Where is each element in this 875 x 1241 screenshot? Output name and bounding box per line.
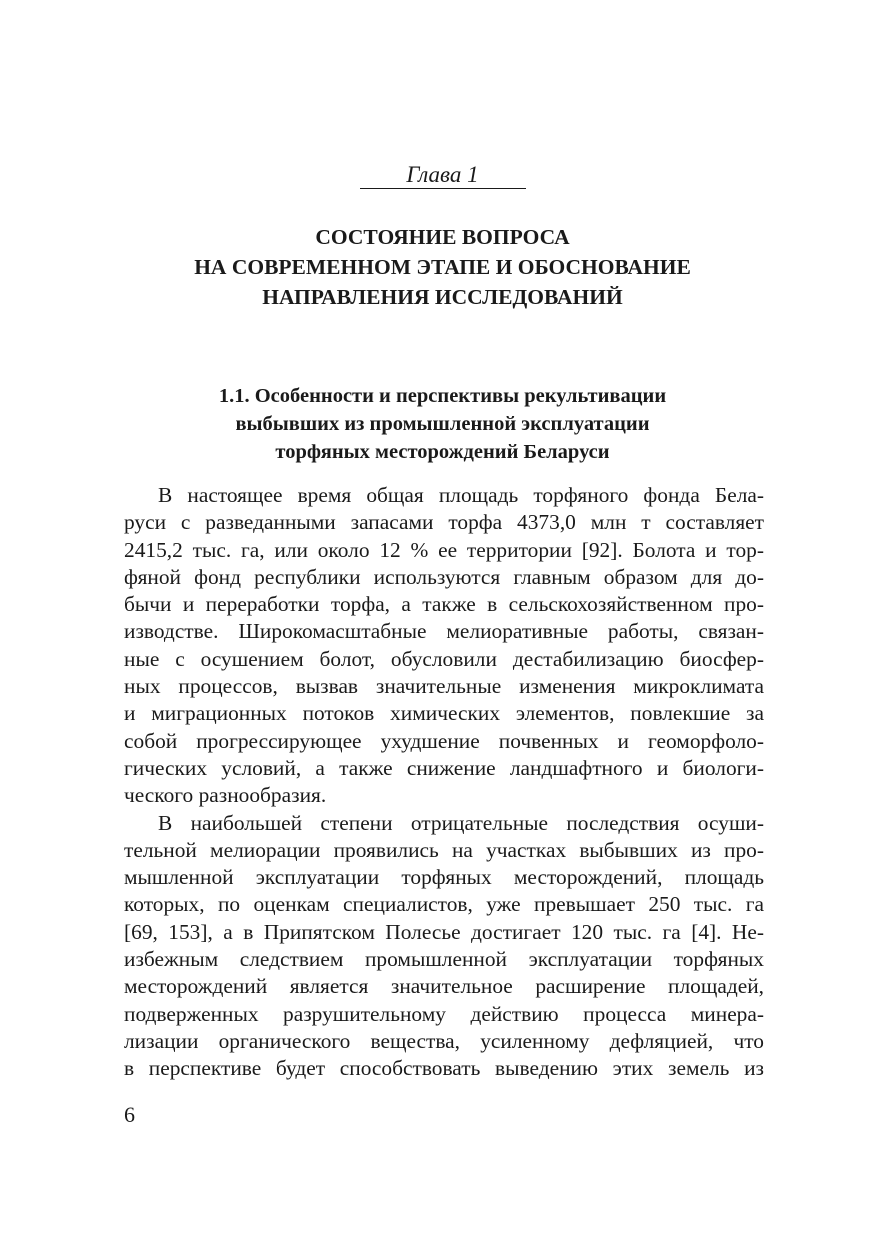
page-number: 6	[124, 1102, 135, 1127]
chapter-label: Глава 1	[406, 162, 479, 187]
text-line: ные с осушением болот, обусловили дестабилизацию биосфер-	[124, 646, 764, 671]
section-title-line: выбывших из промышленной эксплуатации	[235, 413, 650, 435]
chapter-title-line: НА СОВРЕМЕННОМ ЭТАПЕ И ОБОСНОВАНИЕ	[194, 255, 691, 279]
text-line: и миграционных потоков химических элементов, повлекшие за	[124, 701, 764, 726]
text-line: фяной фонд республики используются главным образом для до-	[124, 564, 764, 589]
text-line: ных процессов, вызвав значительные изменения микроклимата	[124, 674, 764, 699]
paragraph	[124, 482, 764, 810]
text-line: В настоящее время общая площадь торфяного фонда Бела-	[158, 483, 764, 507]
section-title-line: 1.1. Особенности и перспективы рекультивации	[218, 385, 667, 407]
text-line: собой прогрессирующее ухудшение почвенных и геоморфоло-	[124, 728, 764, 753]
text-line: изводстве. Широкомасштабные мелиоративные работы, связан-	[124, 619, 764, 644]
text-line: гических условий, а также снижение ландшафтного и биологи-	[124, 755, 764, 780]
text-line: тельной мелиорации проявились на участках выбывших из про-	[124, 837, 764, 862]
text-line: избежным следствием промышленной эксплуатации торфяных	[124, 947, 764, 972]
chapter-title	[0, 222, 875, 312]
chapter-title-line: НАПРАВЛЕНИЯ ИССЛЕДОВАНИЙ	[262, 285, 623, 309]
text-line: в перспективе будет способствовать выведению этих земель из	[124, 1056, 764, 1081]
text-line: бычи и переработки торфа, а также в сельскохозяйственном про-	[124, 592, 764, 617]
chapter-label-underline	[360, 188, 526, 189]
text-line: 2415,2 тыс. га, или около 12 % ее территории [92]. Болота и тор-	[124, 537, 764, 562]
chapter-title-line: СОСТОЯНИЕ ВОПРОСА	[315, 225, 570, 249]
text-line: месторождений является значительное расширение площадей,	[124, 974, 764, 999]
text-line: руси с разведанными запасами торфа 4373,0 млн т составляет	[124, 510, 764, 535]
section-title	[0, 382, 875, 466]
paragraph	[124, 810, 764, 1083]
section-title-line: торфяных месторождений Беларуси	[275, 441, 610, 463]
text-line: мышленной эксплуатации торфяных месторождений, площадь	[124, 865, 764, 890]
body-text	[124, 482, 764, 1083]
text-line: В наибольшей степени отрицательные последствия осуши-	[158, 810, 764, 835]
text-line: которых, по оценкам специалистов, уже превышает 250 тыс. га	[124, 892, 764, 917]
text-line: [69, 153], а в Припятском Полесье достигает 120 тыс. га [4]. Не-	[124, 919, 764, 944]
text-line: подверженных разрушительному действию процесса минера-	[124, 1001, 764, 1026]
text-line: лизации органического вещества, усиленному дефляцией, что	[124, 1028, 764, 1053]
text-line: ческого разнообразия.	[124, 783, 327, 808]
